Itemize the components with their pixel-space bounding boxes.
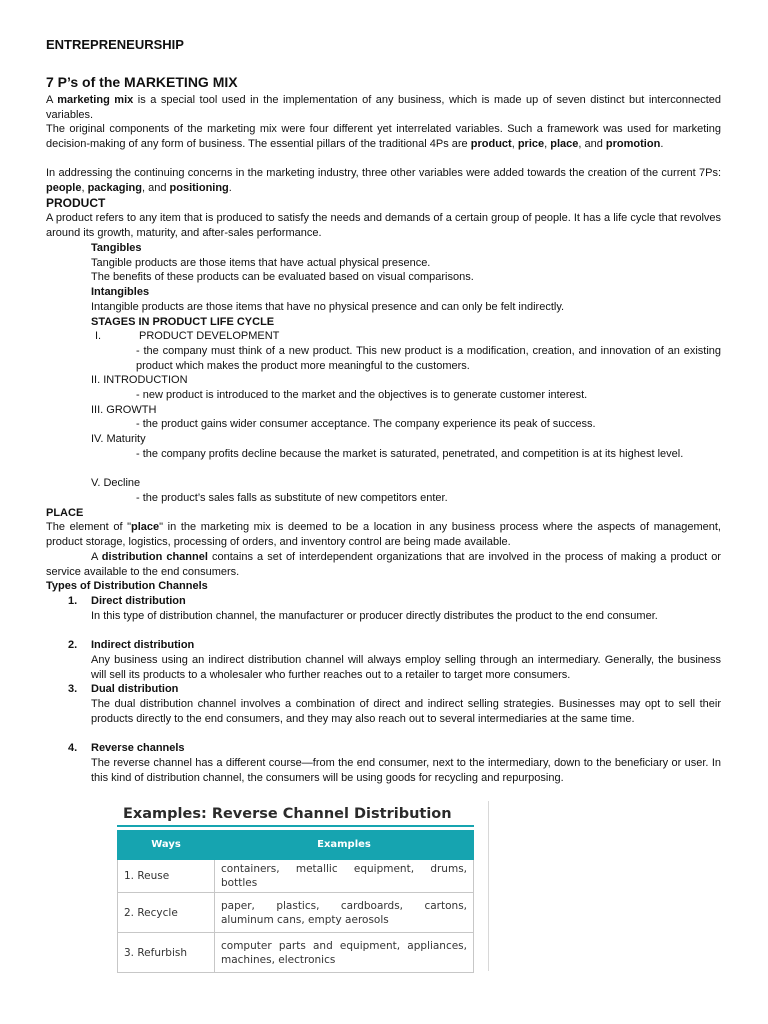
distribution-type-2-description: Any business using an indirect distribution channel will always employ selling through an intermediary. Generally, the business will sell its products to a wholesaler who further reaches out to a retailer to target more consumers. [91,654,721,681]
stage-5-description: - the product’s sales falls as substitute of new competitors enter. [136,492,448,504]
marketing-mix-paragraph-2: The original components of the marketing mix were four different yet interrelated variables. Such a framework was used for marketing decision-making of any form of business. The essential pillars of the traditional 4Ps are product, price, place, and promotion. [46,123,721,150]
distribution-types-heading: Types of Distribution Channels [46,580,208,592]
place-heading: PLACE [46,507,84,519]
reverse-channel-table [117,830,474,973]
document-title: ENTREPRENEURSHIP [46,37,184,52]
reverse-channel-figure [103,801,489,971]
figure-title: Examples: Reverse Channel Distribution [123,806,452,822]
distribution-type-2-title: Indirect distribution [91,639,195,651]
stage-1-description: - the company must think of a new product. This new product is a modification, creation, and innovation of an existing product which makes the product more meaningful to the customers. [136,345,721,372]
stage-2-name: II. INTRODUCTION [91,374,188,386]
distribution-type-4-number: 4. [68,742,78,754]
figure-right-border [488,801,489,971]
stage-4-description: - the company profits decline because the market is saturated, penetrated, and competition is at its highest level. [136,448,684,460]
marketing-mix-paragraph-3: In addressing the continuing concerns in the marketing industry, three other variables were added towards the creation of the current 7Ps: people, packaging, and positioning. [46,167,721,194]
stages-heading: STAGES IN PRODUCT LIFE CYCLE [91,316,275,328]
tangibles-heading: Tangibles [91,242,142,254]
figure-title-rule [117,825,474,827]
examples-cell: computer parts and equipment, appliances, machines, electronics [215,933,474,973]
product-heading: PRODUCT [46,196,106,210]
distribution-type-3-title: Dual distribution [91,683,179,695]
distribution-type-3-number: 3. [68,683,78,695]
marketing-mix-paragraph-1: A marketing mix is a special tool used in the implementation of any business, which is made up of seven distinct but interconnected variables. [46,94,721,121]
stage-5-name: V. Decline [91,477,141,489]
examples-cell: paper, plastics, cardboards, cartons, aluminum cans, empty aerosols [215,893,474,933]
table-row [118,933,474,973]
intangibles-heading: Intangibles [91,286,150,298]
table-header-row [118,831,474,860]
place-paragraph-2: A distribution channel contains a set of interdependent organizations that are involved in the process of making a product or service available to the end consumers. [46,551,721,578]
stage-1-name: PRODUCT DEVELOPMENT [139,330,280,342]
distribution-type-1-title: Direct distribution [91,595,186,607]
stage-3-description: - the product gains wider consumer acceptance. The company experience its peak of success. [136,418,596,430]
way-cell: 1. Reuse [118,860,215,893]
intangibles-line-1: Intangible products are those items that have no physical presence and can only be felt indirectly. [91,301,565,313]
way-cell: 2. Recycle [118,893,215,933]
tangibles-line-1: Tangible products are those items that have actual physical presence. [91,257,431,269]
distribution-type-1-description: In this type of distribution channel, the manufacturer or producer directly distributes the product to the end consumer. [91,610,658,622]
stage-3-name: III. GROWTH [91,404,157,416]
stage-2-description: - new product is introduced to the market and the objectives is to generate customer interest. [136,389,588,401]
distribution-type-4-title: Reverse channels [91,742,185,754]
header-ways: Ways [118,831,215,860]
product-intro: A product refers to any item that is produced to satisfy the needs and demands of a certain group of people. It has a life cycle that revolves around its growth, maturity, and after-sales performance. [46,212,721,239]
marketing-mix-heading: 7 P’s of the MARKETING MIX [46,74,238,90]
distribution-type-4-description: The reverse channel has a different course—from the end consumer, next to the intermediary, down to the beneficiary or user. In this kind of distribution channel, the consumers will be using goods for recycling and repurposing. [91,757,721,784]
distribution-type-2-number: 2. [68,639,78,651]
tangibles-line-2: The benefits of these products can be evaluated based on visual comparisons. [91,271,474,283]
way-cell: 3. Refurbish [118,933,215,973]
distribution-type-1-number: 1. [68,595,78,607]
examples-cell: containers, metallic equipment, drums, bottles [215,860,474,893]
header-examples: Examples [215,831,474,860]
distribution-type-3-description: The dual distribution channel involves a combination of direct and indirect selling strategies. Businesses may opt to sell their products directly to the end consumers, and they may also reach out to several intermediaries at the same time. [91,698,721,725]
table-row [118,893,474,933]
stage-4-name: IV. Maturity [91,433,146,445]
table-row [118,860,474,893]
stage-1-number: I. [95,330,102,342]
place-paragraph-1: The element of "place" in the marketing mix is deemed to be a location in any business process where the aspects of management, product storage, logistics, processing of orders, and inventory control are being made available. [46,521,721,548]
